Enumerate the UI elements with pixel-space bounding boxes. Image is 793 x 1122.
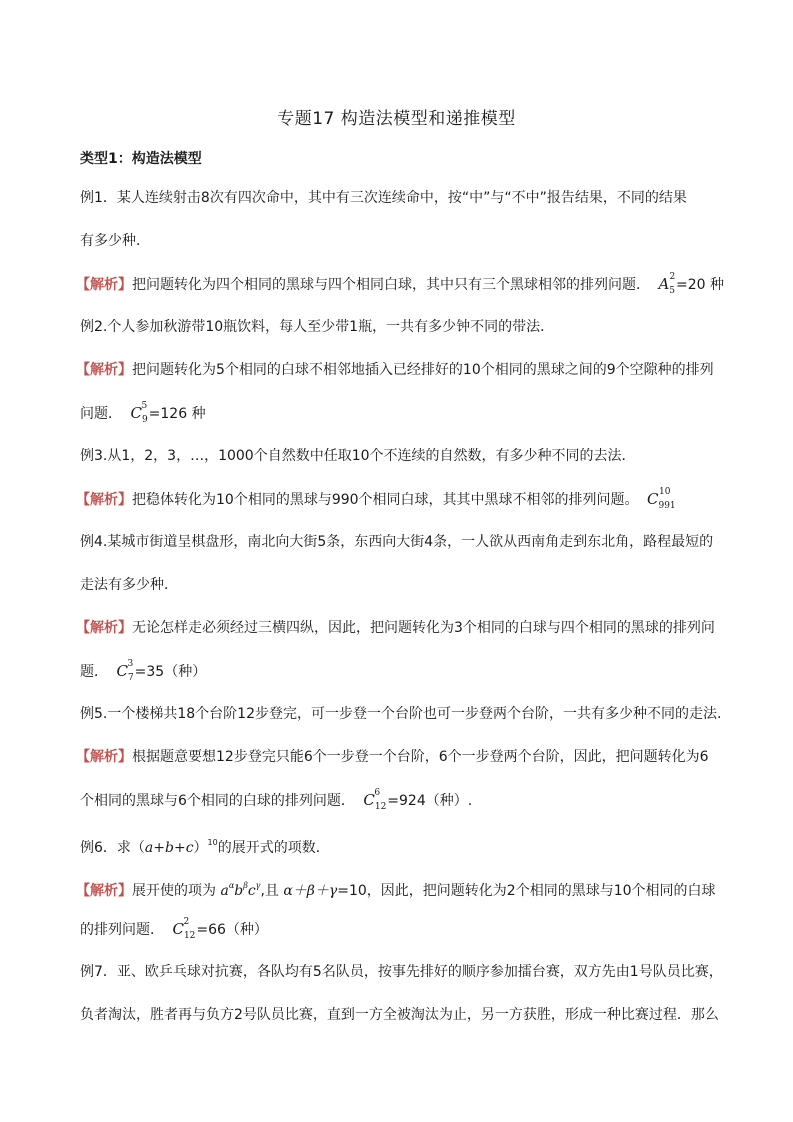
example-1-question-line-2: 有多少种． [80,233,150,249]
solution-tag: 【解析】 [76,620,132,636]
solution-text: 无论怎样走必须经过三横四纵，因此，把问题转化为3个相同的白球与四个相同的黑球的排列问 [132,620,715,636]
combination-formula: C 10 $_{991}$ [647,487,676,511]
combination-formula: C 6 $_{12}$ [363,788,387,812]
combination-formula: C 5 $_9$ [130,401,148,425]
example-4-question-line-2: 走法有多少种． [80,577,178,593]
solution-text: 问题． [80,406,122,422]
solution-result: =35（种） [134,664,207,680]
exponent: 10 [207,838,218,847]
example-2-solution-line-2 [80,403,206,430]
solution-text: 根据题意要想12步登完只能6个一步登一个台阶，6个一步登两个台阶，因此，把问题转化为6 [132,749,709,765]
example-1-solution [76,274,724,301]
example-4-solution-line-1 [76,618,715,638]
combination-formula: C 3 $_7$ [116,659,134,683]
solution-text: 题． [80,664,108,680]
solution-text: 把问题转化为四个相同的黑球与四个相同白球，其中只有三个黑球相邻的排列问题． [132,277,650,293]
page-title: 专题17 构造法模型和递推模型 [277,109,516,129]
solution-result: =20 种 [676,277,725,293]
solution-result: =924（种）. [387,793,473,809]
solution-tag: 【解析】 [76,883,132,899]
example-6-question: 例6．求$(a+b+c)^{10}$的展开式的项数． [80,838,330,856]
solution-tag: 【解析】 [76,749,132,765]
example-4-question-line-1: 例4.某城市街道呈棋盘形，南北向大街5条，东西向大街4条，一人欲从西南角走到东北角，路程最短的 [80,534,714,550]
combination-formula: C 2 $_{12}$ [172,917,196,941]
solution-text: 展开使的项为 [132,883,216,899]
solution-result: =126 种 [148,406,206,422]
example-2-solution-line-1 [76,360,714,380]
example-3-question: 例3.从1，2，3，…，1000个自然数中任取10个不连续的自然数，有多少种不同的去法． [80,448,636,464]
solution-tag: 【解析】 [76,492,132,508]
example-1-question-line-1: 例1．某人连续射击8次有四次命中，其中有三次连续命中，按“中”与“不中”报告结果，不同的结果 [80,190,687,206]
solution-text: 个相同的黑球与6个相同的白球的排列问题． [80,793,355,809]
example-5-question: 例5.一个楼梯共18个台阶12步登完，可一步登一个台阶也可一步登两个台阶，一共有多少种不同的走法． [80,706,731,722]
solution-text: 把问题转化为5个相同的白球不相邻地插入已经排好的10个相同的黑球之间的9个空隙种的排列 [132,362,714,378]
example-5-solution-line-2 [80,790,472,817]
example-4-solution-line-2 [80,661,206,688]
solution-text: =10，因此，把问题转化为2个相同的黑球与10个相同的白球 [337,883,716,899]
section-heading: 类型1：构造法模型 [80,151,202,167]
example-2-question: 例2.个人参加秋游带10瓶饮料，每人至少带1瓶，一共有多少钟不同的带法． [80,319,555,335]
solution-result: =66（种） [196,922,268,938]
solution-tag: 【解析】 [76,362,132,378]
solution-text: 的排列问题． [80,922,164,938]
example-6-solution-line-1: 【解析】展开使的项为 $a^\alpha b^\beta c^\gamma$,且 α＋β＋γ=10，因此，把问题转化为2个相同的黑球与10个相同的白球 [76,881,716,899]
solution-tag: 【解析】 [76,277,132,293]
exponent-condition: α＋β＋γ [283,883,338,899]
permutation-formula: A 2 $_5$ [658,272,676,296]
example-6-solution-line-2 [80,919,268,946]
expression: a+b+c [144,840,194,856]
example-7-question-line-2: 负者淘汰，胜者再与负方2号队员比赛，直到一方全被淘汰为止，另一方获胜，形成一种比赛过程．那么 [80,1007,719,1023]
example-5-solution-line-1 [76,747,709,767]
example-7-question-line-1: 例7．亚、欧乒乓球对抗赛，各队均有5名队员，按事先排好的顺序参加擂台赛，双方先由1号队员比赛， [80,964,723,980]
example-3-solution [76,489,677,516]
monomial: $a^\alpha b^\beta c^\gamma$ [220,881,261,899]
solution-text: 把稳体转化为10个相同的黑球与990个相同白球，其其中黑球不相邻的排列问题。 [132,492,639,508]
